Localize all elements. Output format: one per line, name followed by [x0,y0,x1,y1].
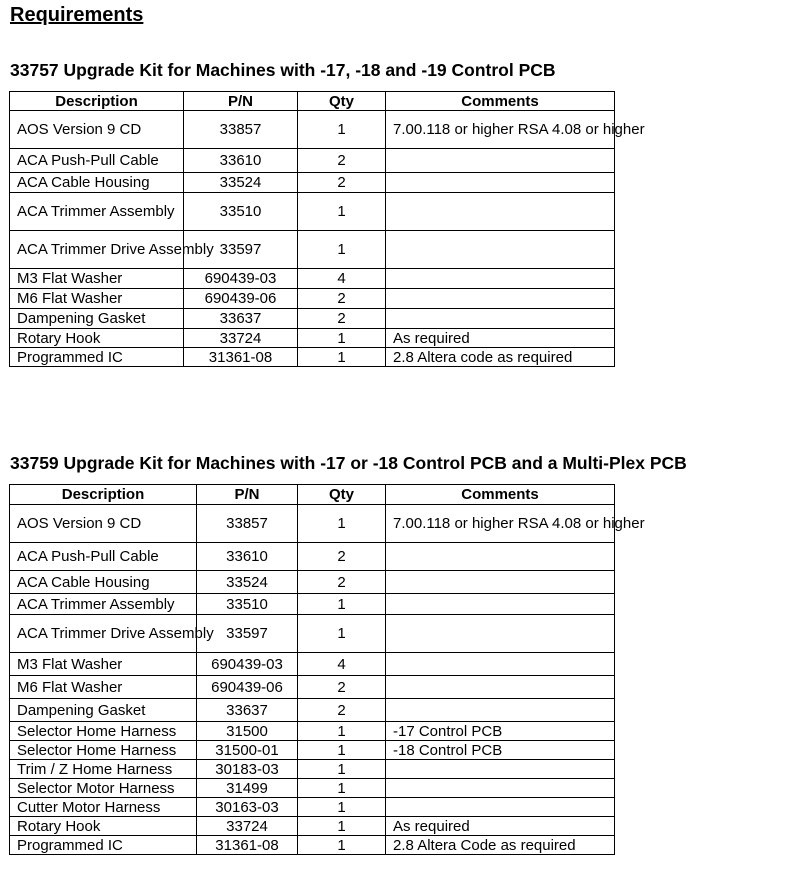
cell-description: Programmed IC [10,836,197,855]
table-row [10,309,615,329]
table-row [10,348,615,367]
column-header-description: Description [10,92,184,111]
cell-qty: 1 [298,741,386,760]
cell-qty: 1 [298,348,386,367]
cell-qty: 2 [298,571,386,594]
cell-description: Cutter Motor Harness [10,798,197,817]
cell-description: Selector Motor Harness [10,779,197,798]
kit-table-33759 [9,484,645,855]
cell-qty: 2 [298,173,386,193]
cell-pn: 33857 [197,505,298,543]
cell-comments [386,571,615,594]
cell-qty: 2 [298,676,386,699]
cell-comments [386,779,615,798]
cell-comments: -17 Control PCB [386,722,615,741]
table-row [10,615,615,653]
table-row [10,329,615,348]
cell-comments [386,676,615,699]
cell-pn: 33510 [197,594,298,615]
cell-pn: 31361-08 [184,348,298,367]
cell-comments [386,173,615,193]
cell-description: M6 Flat Washer [10,289,184,309]
cell-qty: 1 [298,111,386,149]
cell-description: AOS Version 9 CD [10,111,184,149]
cell-qty: 2 [298,309,386,329]
cell-comments: As required [386,329,615,348]
cell-description: Rotary Hook [10,817,197,836]
cell-qty: 2 [298,543,386,571]
cell-description: Programmed IC [10,348,184,367]
column-header-description: Description [10,485,197,505]
column-header-qty: Qty [298,92,386,111]
kit-table-33757 [9,91,645,367]
cell-comments: 2.8 Altera Code as required [386,836,615,855]
table-row [10,836,615,855]
cell-description: ACA Push-Pull Cable [10,149,184,173]
table-row [10,111,615,149]
table-row [10,798,615,817]
cell-comments [386,289,615,309]
cell-description: ACA Trimmer Assembly [10,594,197,615]
cell-description: Dampening Gasket [10,699,197,722]
column-header-comments: Comments [386,485,615,505]
cell-description: M3 Flat Washer [10,269,184,289]
table-header-row [10,92,615,111]
cell-description: ACA Cable Housing [10,571,197,594]
cell-qty: 2 [298,699,386,722]
cell-pn: 31500-01 [197,741,298,760]
cell-pn: 690439-06 [184,289,298,309]
cell-description: ACA Push-Pull Cable [10,543,197,571]
cell-qty: 1 [298,505,386,543]
cell-pn: 33857 [184,111,298,149]
cell-comments: 2.8 Altera code as required [386,348,615,367]
cell-qty: 2 [298,289,386,309]
cell-comments [386,149,615,173]
cell-qty: 4 [298,653,386,676]
cell-comments: 7.00.118 or higher RSA 4.08 or higher [386,111,615,149]
cell-pn: 33637 [197,699,298,722]
cell-qty: 1 [298,836,386,855]
cell-comments: 7.00.118 or higher RSA 4.08 or higher [386,505,615,543]
cell-qty: 1 [298,615,386,653]
cell-description: M3 Flat Washer [10,653,197,676]
cell-qty: 1 [298,231,386,269]
cell-description: ACA Trimmer Drive Assembly [10,615,197,653]
cell-pn: 690439-03 [184,269,298,289]
cell-qty: 1 [298,779,386,798]
cell-pn: 33724 [197,817,298,836]
table-row [10,722,615,741]
cell-description: Rotary Hook [10,329,184,348]
cell-qty: 1 [298,817,386,836]
cell-pn: 31499 [197,779,298,798]
cell-qty: 1 [298,594,386,615]
cell-pn: 31361-08 [197,836,298,855]
table-row [10,594,615,615]
cell-description: ACA Cable Housing [10,173,184,193]
cell-comments: As required [386,817,615,836]
table-row [10,149,615,173]
cell-description: AOS Version 9 CD [10,505,197,543]
column-header-comments: Comments [386,92,615,111]
cell-description: Selector Home Harness [10,741,197,760]
cell-pn: 30183-03 [197,760,298,779]
cell-comments: -18 Control PCB [386,741,615,760]
cell-pn: 33524 [197,571,298,594]
cell-pn: 30163-03 [197,798,298,817]
table-row [10,543,615,571]
cell-pn: 690439-06 [197,676,298,699]
cell-comments [386,798,615,817]
cell-pn: 33610 [197,543,298,571]
kit-table-body [10,111,645,367]
cell-comments [386,231,615,269]
cell-pn: 33510 [184,193,298,231]
cell-pn: 33597 [197,615,298,653]
cell-qty: 1 [298,722,386,741]
cell-comments [386,594,615,615]
cell-qty: 4 [298,269,386,289]
cell-qty: 1 [298,329,386,348]
cell-description: ACA Trimmer Assembly [10,193,184,231]
table-row [10,193,615,231]
table-row [10,269,615,289]
cell-pn: 31500 [197,722,298,741]
table-row [10,779,615,798]
cell-comments [386,309,615,329]
cell-description: ACA Trimmer Drive Assembly [10,231,184,269]
table-row [10,760,615,779]
cell-comments [386,615,615,653]
cell-pn: 33524 [184,173,298,193]
table-row [10,741,615,760]
table-row [10,289,615,309]
table-row [10,676,615,699]
cell-description: Trim / Z Home Harness [10,760,197,779]
page-heading: Requirements [10,4,144,26]
cell-qty: 1 [298,798,386,817]
cell-pn: 33610 [184,149,298,173]
cell-comments [386,269,615,289]
cell-comments [386,760,615,779]
cell-description: Dampening Gasket [10,309,184,329]
kit-table-body [10,505,645,855]
table-row [10,505,615,543]
cell-qty: 1 [298,760,386,779]
cell-pn: 33724 [184,329,298,348]
cell-pn: 33597 [184,231,298,269]
table-header-row [10,485,615,505]
cell-comments [386,193,615,231]
column-header-pn: P/N [184,92,298,111]
table-row [10,571,615,594]
cell-pn: 33637 [184,309,298,329]
table-row [10,817,615,836]
cell-description: M6 Flat Washer [10,676,197,699]
cell-comments [386,653,615,676]
kit-title-33757: 33757 Upgrade Kit for Machines with -17, -18 and -19 Control PCB [10,60,556,80]
table-row [10,231,615,269]
kit-title-33759: 33759 Upgrade Kit for Machines with -17 or -18 Control PCB and a Multi-Plex PCB [10,453,687,473]
column-header-qty: Qty [298,485,386,505]
cell-comments [386,543,615,571]
table-row [10,699,615,722]
cell-pn: 690439-03 [197,653,298,676]
cell-qty: 2 [298,149,386,173]
cell-comments [386,699,615,722]
column-header-pn: P/N [197,485,298,505]
table-row [10,173,615,193]
table-row [10,653,615,676]
cell-qty: 1 [298,193,386,231]
cell-description: Selector Home Harness [10,722,197,741]
